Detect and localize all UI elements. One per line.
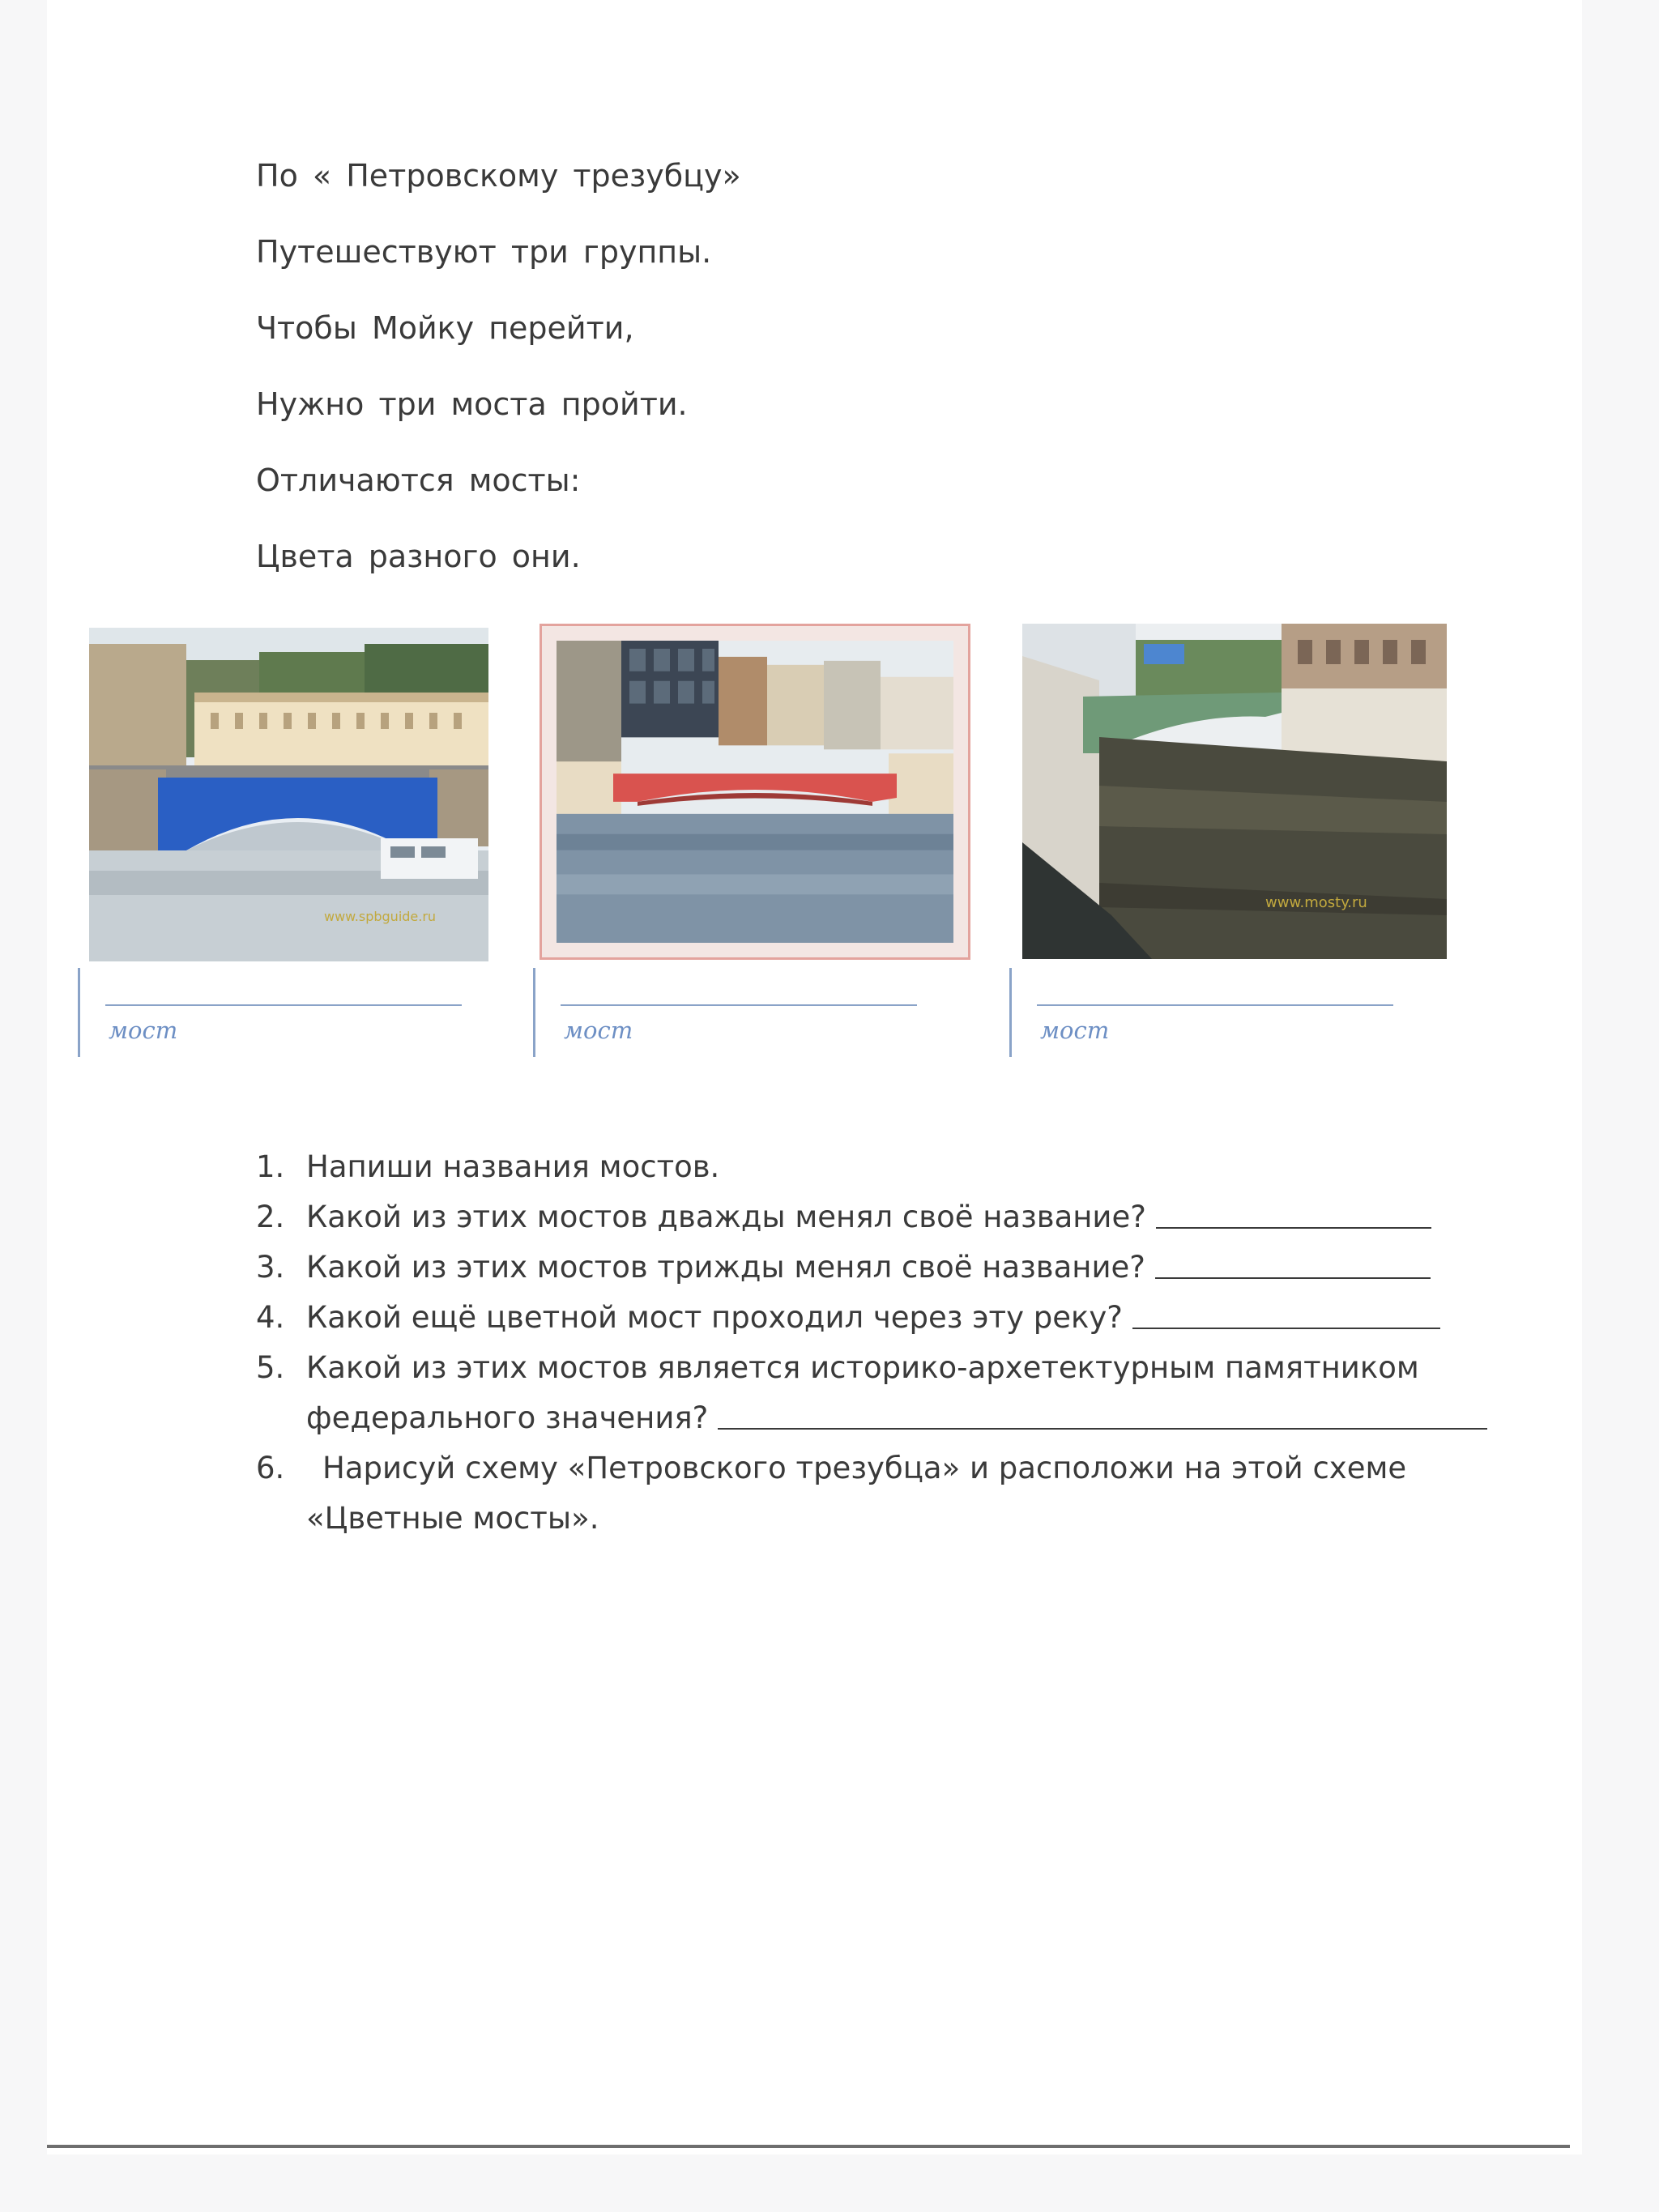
bottom-rule xyxy=(47,2145,1570,2148)
question-text: Какой из этих мостов дважды менял своё название? xyxy=(306,1200,1146,1234)
question-text: Какой из этих мостов трижды менял своё название? xyxy=(306,1250,1145,1285)
question-number: 3. xyxy=(256,1250,285,1285)
caption-blue-bridge xyxy=(78,968,467,1057)
question-text: Какой ещё цветной мост проходил через эту реку? xyxy=(306,1300,1123,1335)
caption-label: мост xyxy=(564,1016,633,1044)
question-number: 1. xyxy=(256,1149,285,1184)
question-text: «Цветные мосты». xyxy=(306,1501,599,1536)
blue-bridge-photo xyxy=(89,628,488,961)
question-6 xyxy=(256,1443,1503,1494)
question-3 xyxy=(256,1242,1503,1293)
poem-line: Нужно три моста пройти. xyxy=(256,386,688,422)
question-number: 5. xyxy=(256,1350,285,1385)
question-text: Напиши названия мостов. xyxy=(306,1149,720,1184)
answer-blank[interactable] xyxy=(718,1400,1487,1430)
poem-line: Путешествуют три группы. xyxy=(256,234,712,270)
caption-bar xyxy=(533,968,535,1057)
answer-line[interactable] xyxy=(1037,1004,1393,1006)
question-5-continuation xyxy=(256,1393,1503,1443)
caption-green-bridge xyxy=(1009,968,1398,1057)
poem-line: Цвета разного они. xyxy=(256,539,581,574)
poem-line: Отличаются мосты: xyxy=(256,462,581,498)
question-number: 2. xyxy=(256,1200,285,1234)
answer-line[interactable] xyxy=(105,1004,462,1006)
question-text: Нарисуй схему «Петровского трезубца» и расположи на этой схеме xyxy=(322,1451,1407,1485)
caption-bar xyxy=(1009,968,1012,1057)
caption-red-bridge xyxy=(533,968,922,1057)
question-text: Какой из этих мостов является историко-архетектурным памятником xyxy=(306,1350,1419,1385)
question-list xyxy=(256,1142,1503,1544)
green-bridge-photo xyxy=(1022,624,1447,959)
question-number: 6. xyxy=(256,1451,285,1485)
caption-label: мост xyxy=(1040,1016,1110,1044)
answer-blank[interactable] xyxy=(1132,1300,1440,1329)
question-6-continuation xyxy=(256,1494,1503,1544)
caption-label: мост xyxy=(109,1016,178,1044)
svg-text:www.spbguide.ru: www.spbguide.ru xyxy=(324,909,437,924)
question-1 xyxy=(256,1142,1503,1192)
poem xyxy=(256,138,741,595)
poem-line: По « Петровскому трезубцу» xyxy=(256,158,741,194)
question-2 xyxy=(256,1192,1503,1242)
question-text: федерального значения? xyxy=(306,1400,709,1435)
svg-text:www.mosty.ru: www.mosty.ru xyxy=(1265,894,1367,911)
answer-blank[interactable] xyxy=(1155,1250,1431,1279)
poem-line: Чтобы Мойку перейти, xyxy=(256,310,634,346)
question-4 xyxy=(256,1293,1503,1343)
answer-line[interactable] xyxy=(561,1004,917,1006)
caption-bar xyxy=(78,968,80,1057)
question-number: 4. xyxy=(256,1300,285,1335)
question-5 xyxy=(256,1343,1503,1393)
red-bridge-photo xyxy=(539,624,970,960)
answer-blank[interactable] xyxy=(1156,1200,1431,1229)
